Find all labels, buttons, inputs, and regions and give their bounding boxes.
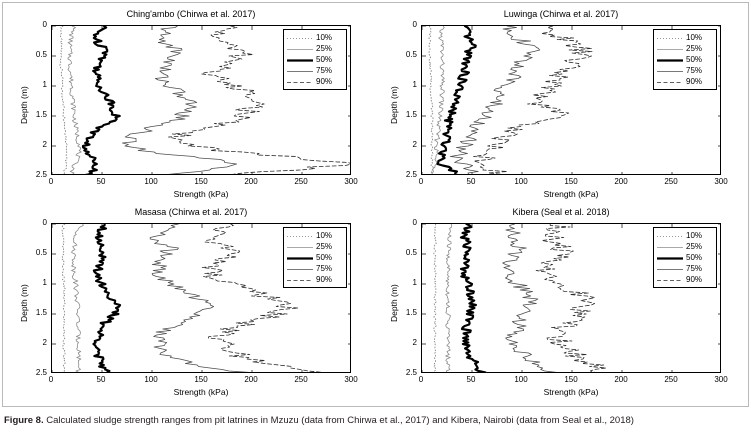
legend-item — [287, 241, 343, 252]
legend-line-icon — [657, 232, 683, 240]
legend-label: 10% — [316, 231, 333, 240]
x-tick-label: 250 — [294, 375, 308, 384]
x-tick-label: 50 — [96, 177, 106, 186]
legend-item — [657, 32, 713, 43]
y-axis-label: Depth (m) — [19, 86, 29, 124]
legend-item — [657, 252, 713, 263]
chart-legend — [653, 227, 717, 288]
x-axis-label: Strength (kPa) — [173, 387, 229, 397]
y-tick-label: 2 — [42, 338, 47, 347]
legend-line-icon — [287, 254, 313, 262]
y-tick-label: 0.5 — [405, 248, 417, 257]
y-axis-label: Depth (m) — [389, 86, 399, 124]
legend-item — [287, 32, 343, 43]
y-tick-label: 2.5 — [405, 170, 417, 179]
chart-legend — [283, 29, 347, 90]
legend-line-icon — [657, 243, 683, 251]
y-tick-label: 2 — [412, 338, 417, 347]
legend-label: 10% — [686, 33, 703, 42]
figure-caption — [4, 414, 747, 427]
legend-line-icon — [287, 45, 313, 53]
legend-line-icon — [657, 78, 683, 86]
x-tick-label: 150 — [194, 375, 208, 384]
x-tick-label: 250 — [664, 375, 678, 384]
caption-label: Figure 8. — [4, 415, 44, 426]
legend-label: 50% — [316, 55, 333, 64]
x-axis-label: Strength (kPa) — [173, 189, 229, 199]
legend-label: 90% — [316, 77, 333, 86]
x-tick-label: 150 — [564, 375, 578, 384]
legend-label: 10% — [316, 33, 333, 42]
y-tick-label: 1.5 — [35, 308, 47, 317]
legend-line-icon — [657, 45, 683, 53]
y-tick-label: 2.5 — [35, 170, 47, 179]
legend-item — [657, 65, 713, 76]
y-axis-label: Depth (m) — [19, 284, 29, 322]
legend-label: 75% — [316, 264, 333, 273]
x-tick-label: 0 — [48, 375, 54, 384]
legend-label: 50% — [686, 253, 703, 262]
legend-item — [287, 274, 343, 285]
legend-line-icon — [657, 34, 683, 42]
legend-line-icon — [657, 56, 683, 64]
legend-item — [287, 65, 343, 76]
legend-label: 25% — [686, 242, 703, 251]
legend-line-icon — [657, 254, 683, 262]
legend-line-icon — [657, 67, 683, 75]
x-tick-label: 200 — [244, 177, 258, 186]
chart-title: Ching'ambo (Chirwa et al. 2017) — [126, 9, 256, 19]
y-tick-label: 0 — [42, 218, 47, 227]
legend-label: 50% — [316, 253, 333, 262]
legend-label: 75% — [686, 66, 703, 75]
x-tick-label: 0 — [418, 375, 424, 384]
y-tick-label: 1 — [412, 80, 417, 89]
y-tick-label: 1.5 — [405, 308, 417, 317]
y-tick-label: 1 — [42, 80, 47, 89]
y-tick-label: 0.5 — [405, 50, 417, 59]
legend-item — [287, 54, 343, 65]
x-tick-label: 200 — [614, 177, 628, 186]
x-tick-label: 100 — [144, 375, 158, 384]
x-tick-label: 0 — [418, 177, 424, 186]
figure-frame — [2, 2, 749, 407]
y-tick-label: 1 — [412, 278, 417, 287]
y-tick-label: 0.5 — [35, 50, 47, 59]
legend-line-icon — [657, 265, 683, 273]
legend-item — [657, 54, 713, 65]
x-tick-label: 50 — [466, 177, 476, 186]
legend-item — [657, 230, 713, 241]
legend-item — [657, 274, 713, 285]
x-tick-label: 300 — [344, 177, 358, 186]
x-tick-label: 300 — [344, 375, 358, 384]
legend-item — [287, 252, 343, 263]
legend-label: 75% — [316, 66, 333, 75]
x-tick-label: 200 — [244, 375, 258, 384]
x-tick-label: 50 — [96, 375, 106, 384]
x-axis-label: Strength (kPa) — [543, 189, 599, 199]
legend-item — [657, 43, 713, 54]
x-tick-label: 150 — [194, 177, 208, 186]
legend-line-icon — [287, 67, 313, 75]
y-tick-label: 2 — [42, 140, 47, 149]
x-axis-label: Strength (kPa) — [543, 387, 599, 397]
legend-label: 25% — [686, 44, 703, 53]
chart-panel-1 — [11, 9, 371, 205]
legend-line-icon — [287, 243, 313, 251]
legend-label: 10% — [686, 231, 703, 240]
x-tick-label: 250 — [664, 177, 678, 186]
legend-label: 25% — [316, 242, 333, 251]
x-tick-label: 100 — [144, 177, 158, 186]
legend-line-icon — [287, 34, 313, 42]
x-tick-label: 300 — [714, 177, 728, 186]
legend-line-icon — [287, 78, 313, 86]
legend-item — [287, 230, 343, 241]
legend-item — [287, 263, 343, 274]
y-tick-label: 0 — [42, 20, 47, 29]
chart-panel-4 — [381, 207, 741, 403]
legend-label: 50% — [686, 55, 703, 64]
x-tick-label: 50 — [466, 375, 476, 384]
x-tick-label: 150 — [564, 177, 578, 186]
legend-label: 25% — [316, 44, 333, 53]
legend-label: 90% — [686, 275, 703, 284]
legend-line-icon — [657, 276, 683, 284]
chart-panel-3 — [11, 207, 371, 403]
y-tick-label: 0.5 — [35, 248, 47, 257]
legend-item — [657, 263, 713, 274]
chart-legend — [283, 227, 347, 288]
caption-text: Calculated sludge strength ranges from pit latrines in Mzuzu (data from Chirwa et al., 2017) and Kibera, Nairobi (data from Seal et al., 2018) — [43, 415, 634, 426]
legend-item — [657, 241, 713, 252]
chart-title: Masasa (Chirwa et al. 2017) — [134, 207, 248, 217]
chart-title: Luwinga (Chirwa et al. 2017) — [503, 9, 619, 19]
legend-line-icon — [287, 265, 313, 273]
legend-label: 90% — [316, 275, 333, 284]
y-tick-label: 2.5 — [405, 368, 417, 377]
legend-label: 90% — [686, 77, 703, 86]
x-tick-label: 250 — [294, 177, 308, 186]
x-tick-label: 100 — [514, 375, 528, 384]
legend-line-icon — [287, 276, 313, 284]
y-tick-label: 2 — [412, 140, 417, 149]
y-tick-label: 1.5 — [35, 110, 47, 119]
y-tick-label: 0 — [412, 20, 417, 29]
y-tick-label: 2.5 — [35, 368, 47, 377]
legend-item — [287, 76, 343, 87]
x-tick-label: 300 — [714, 375, 728, 384]
legend-line-icon — [287, 56, 313, 64]
y-axis-label: Depth (m) — [389, 284, 399, 322]
y-tick-label: 1.5 — [405, 110, 417, 119]
chart-panel-2 — [381, 9, 741, 205]
y-tick-label: 1 — [42, 278, 47, 287]
x-tick-label: 100 — [514, 177, 528, 186]
legend-label: 75% — [686, 264, 703, 273]
legend-item — [657, 76, 713, 87]
chart-legend — [653, 29, 717, 90]
chart-title: Kibera (Seal et al. 2018) — [512, 207, 610, 217]
x-tick-label: 200 — [614, 375, 628, 384]
legend-line-icon — [287, 232, 313, 240]
y-tick-label: 0 — [412, 218, 417, 227]
x-tick-label: 0 — [48, 177, 54, 186]
legend-item — [287, 43, 343, 54]
